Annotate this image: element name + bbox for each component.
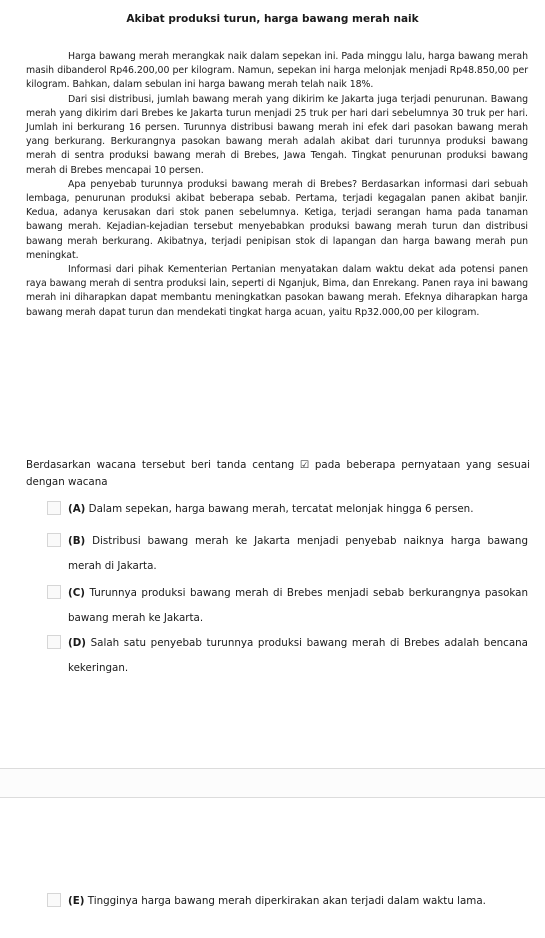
checkbox-c[interactable] [47,585,61,599]
option-c-tag: (C) [68,587,85,599]
option-e-tag: (E) [68,895,85,907]
option-d[interactable] [48,631,528,681]
checkbox-e[interactable] [47,893,61,907]
option-d-tag: (D) [68,637,86,649]
paragraph-1: Harga bawang merah merangkak naik dalam sepekan ini. Pada minggu lalu, harga bawang merah masih dibanderol Rp46.200,00 per kilogram. Namun, sepekan ini harga melonjak menjadi Rp48.850,00 per kilogram. Bahkan, dalam sebulan ini harga bawang merah telah naik 18%. [26,51,528,91]
option-c-text: Turunnya produksi bawang merah di Brebes menjadi sebab berkurangnya pasokan bawang merah ke Jakarta. [68,587,528,624]
option-b[interactable] [48,529,528,579]
option-a-tag: (A) [68,503,86,515]
paragraph-2: Dari sisi distribusi, jumlah bawang merah yang dikirim ke Jakarta juga terjadi penurunan. Bawang merah yang dikirim dari Brebes ke Jakarta turun menjadi 25 truk per hari dari sebelumnya 30 truk per hari. Jumlah ini berkurang 16 persen. Turunnya distribusi bawang merah ini efek dari pasokan bawang merah yang berkurang. Berkurangnya pasokan bawang merah adalah akibat dari turunnya produksi bawang merah di sentra produksi bawang merah di Brebes, Jawa Tengah. Tingkat penurunan produksi bawang merah di Brebes mencapai 10 persen. [26,93,528,176]
option-e-text: Tingginya harga bawang merah diperkirakan akan terjadi dalam waktu lama. [87,895,486,907]
option-a[interactable] [48,497,528,522]
paragraph-4: Informasi dari pihak Kementerian Pertanian menyatakan dalam waktu dekat ada potensi panen raya bawang merah di sentra produksi lain, seperti di Nganjuk, Bima, dan Enrekang. Panen raya ini bawang merah ini diharapkan dapat membantu meningkatkan pasokan bawang merah. Efeknya diharapkan harga bawang merah dapat turun dan mendekati tingkat harga acuan, yaitu Rp32.000,00 per kilogram. [26,264,528,318]
option-c[interactable] [48,581,528,631]
question-instruction: Berdasarkan wacana tersebut beri tanda centang ☑ pada beberapa pernyataan yang sesuai dengan wacana [26,459,530,488]
option-b-tag: (B) [68,535,86,547]
option-e[interactable] [48,889,528,914]
checkbox-d[interactable] [47,635,61,649]
checkbox-b[interactable] [47,533,61,547]
page-divider [0,768,545,798]
paragraph-3: Apa penyebab turunnya produksi bawang merah di Brebes? Berdasarkan informasi dari sebuah lembaga, penurunan produksi akibat beberapa sebab. Pertama, terjadi kegagalan panen akibat banjir. Kedua, adanya kerusakan dari stok panen sebelumnya. Ketiga, terjadi serangan hama pada tanaman bawang merah. Kejadian-kejadian tersebut menyebabkan produksi bawang merah turun dan distribusi bawang merah berkurang. Akibatnya, terjadi penipisan stok di lapangan dan harga bawang merah pun meningkat. [26,178,528,261]
article-title: Akibat produksi turun, harga bawang merah naik [126,13,419,25]
article-body [26,50,528,320]
option-a-text: Dalam sepekan, harga bawang merah, tercatat melonjak hingga 6 persen. [88,503,474,515]
option-d-text: Salah satu penyebab turunnya produksi bawang merah di Brebes adalah bencana kekeringan. [68,637,528,674]
checkbox-a[interactable] [47,501,61,515]
option-b-text: Distribusi bawang merah ke Jakarta menjadi penyebab naiknya harga bawang merah di Jakarta. [68,535,528,572]
